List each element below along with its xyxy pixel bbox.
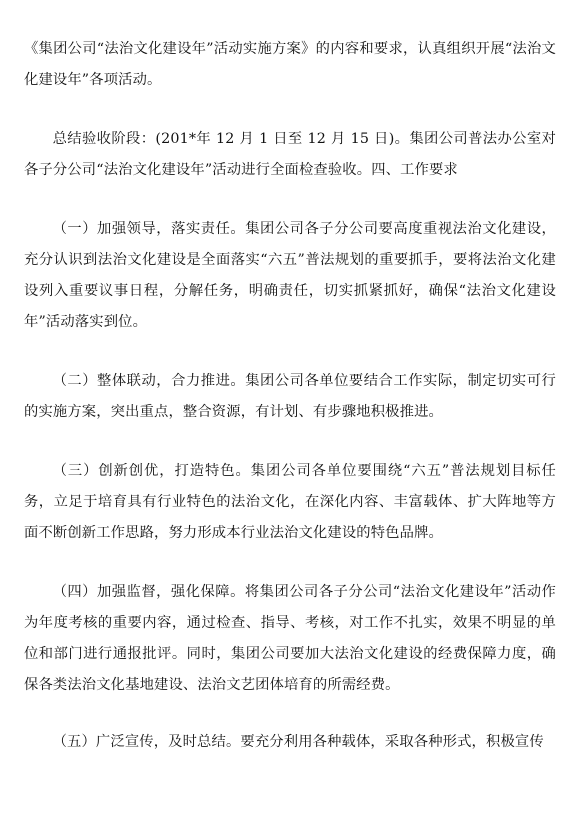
paragraph-requirement-3: （三）创新创优，打造特色。集团公司各单位要围绕“六五”普法规划目标任务，立足于培育具有行业特色的法治文化，在深化内容、丰富载体、扩大阵地等方面不断创新工作思路，努力形成本行业法治文化建设的特色品牌。 (24, 463, 556, 541)
paragraph-summary-stage: 总结验收阶段：(201*年 12 月 1 日至 12 月 15 日)。集团公司普法办公室对各子分公司“法治文化建设年”活动进行全面检查验收。四、工作要求 (24, 131, 556, 178)
paragraph-requirement-1: （一）加强领导，落实责任。集团公司各子分公司要高度重视法治文化建设，充分认识到法治文化建设是全面落实“六五”普法规划的重要抓手，要将法治文化建设列入重要议事日程，分解任务，明确责任，切实抓紧抓好，确保“法治文化建设年”活动落实到位。 (24, 221, 556, 330)
paragraph-requirement-2: （二）整体联动，合力推进。集团公司各单位要结合工作实际，制定切实可行的实施方案，突出重点，整合资源，有计划、有步骤地积极推进。 (24, 373, 556, 420)
paragraph-requirement-5: （五）广泛宣传，及时总结。要充分利用各种载体，采取各种形式，积极宣传 (52, 734, 544, 750)
paragraph-requirement-4: （四）加强监督，强化保障。将集团公司各子分公司“法治文化建设年”活动作为年度考核的重要内容，通过检查、指导、考核，对工作不扎实，效果不明显的单位和部门进行通报批评。同时，集团公司要加大法治文化建设的经费保障力度，确保各类法治文化基地建设、法治文艺团体培育的所需经费。 (24, 584, 556, 693)
paragraph-intro: 《集团公司“法治文化建设年”活动实施方案》的内容和要求，认真组织开展“法治文化建设年”各项活动。 (24, 41, 556, 88)
